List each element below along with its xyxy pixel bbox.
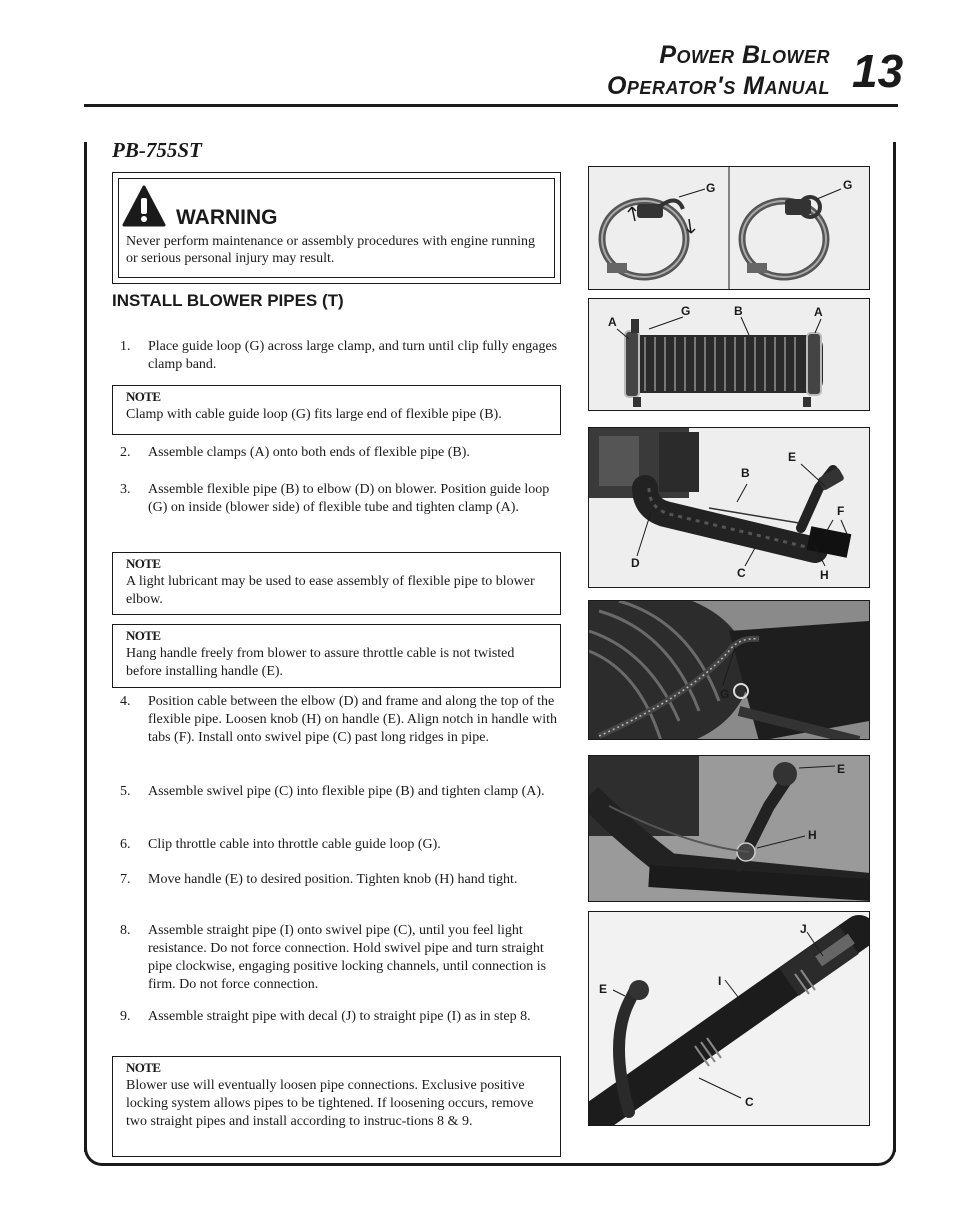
note-heading: NOTE bbox=[126, 556, 161, 571]
label-c: C bbox=[745, 1095, 754, 1109]
label-j: J bbox=[800, 922, 807, 936]
step-number: 7. bbox=[120, 872, 131, 887]
figure-flexible-pipe bbox=[588, 298, 870, 411]
step-text: Assemble clamps (A) onto both ends of flexible pipe (B). bbox=[148, 445, 470, 460]
label-a: A bbox=[608, 315, 617, 329]
step-3 bbox=[120, 481, 562, 517]
label-f: F bbox=[837, 504, 845, 518]
step-text: Assemble swivel pipe (C) into flexible pipe (B) and tighten clamp (A). bbox=[148, 784, 545, 799]
step-number: 3. bbox=[120, 482, 131, 497]
step-number: 6. bbox=[120, 837, 131, 852]
step-text: Assemble flexible pipe (B) to elbow (D) on blower. Position guide loop (G) on inside (blower side) of flexible tube and tighten clamp (A). bbox=[148, 482, 550, 515]
step-text: Assemble straight pipe with decal (J) to straight pipe (I) as in step 8. bbox=[148, 1009, 531, 1024]
step-number: 8. bbox=[120, 923, 131, 938]
label-e: E bbox=[837, 762, 846, 776]
step-text: Clip throttle cable into throttle cable guide loop (G). bbox=[148, 837, 441, 852]
label-g: G bbox=[706, 181, 716, 195]
frame-left-border bbox=[84, 142, 87, 1152]
page-number: 13 bbox=[852, 45, 904, 97]
handle-knob-illustration bbox=[589, 756, 870, 902]
figure-straight-pipes bbox=[588, 911, 870, 1126]
note-text: A light lubricant may be used to ease assembly of flexible pipe to blower elbow. bbox=[126, 574, 535, 607]
manual-title-line1: Power Blower bbox=[659, 41, 830, 69]
note-text: Hang handle freely from blower to assure throttle cable is not twisted before installing handle (E). bbox=[126, 646, 515, 679]
step-8 bbox=[120, 922, 562, 994]
step-1 bbox=[120, 338, 562, 374]
label-e: E bbox=[599, 982, 608, 996]
step-6 bbox=[120, 836, 562, 854]
manual-title bbox=[607, 40, 830, 102]
step-number: 5. bbox=[120, 784, 131, 799]
label-g: G bbox=[843, 178, 853, 192]
header-rule bbox=[84, 104, 898, 107]
manual-title-line2: Operator's Manual bbox=[606, 72, 830, 100]
note-heading: NOTE bbox=[126, 628, 161, 643]
label-e: E bbox=[788, 450, 797, 464]
cable-guide-illustration bbox=[589, 601, 870, 740]
figure-handle-knob bbox=[588, 755, 870, 902]
warning-title: WARNING bbox=[176, 206, 278, 229]
step-7 bbox=[120, 871, 562, 889]
figure-blower-assembly bbox=[588, 427, 870, 588]
step-2 bbox=[120, 444, 562, 462]
label-h: H bbox=[820, 568, 829, 582]
flexible-pipe-illustration bbox=[589, 299, 870, 411]
warning-triangle-icon bbox=[122, 185, 166, 227]
straight-pipes-illustration bbox=[589, 912, 870, 1126]
figure-cable-guide-loop bbox=[588, 600, 870, 740]
label-g: G bbox=[720, 687, 730, 701]
label-b: B bbox=[734, 304, 743, 318]
step-number: 1. bbox=[120, 339, 131, 354]
label-b: B bbox=[741, 466, 750, 480]
step-number: 9. bbox=[120, 1009, 131, 1024]
frame-right-border bbox=[893, 142, 896, 1152]
step-4 bbox=[120, 693, 562, 747]
section-title: INSTALL BLOWER PIPES (T) bbox=[112, 291, 344, 310]
step-number: 4. bbox=[120, 694, 131, 709]
label-g: G bbox=[681, 304, 691, 318]
note-box-1 bbox=[112, 385, 561, 435]
warning-text: Never perform maintenance or assembly procedures with engine running or serious personal injury may result. bbox=[126, 234, 535, 266]
note-text: Blower use will eventually loosen pipe connections. Exclusive positive locking system allows pipes to be tightened. If loosening occurs, remove two straight pipes and install according to instruc-tions 8 & 9. bbox=[126, 1078, 534, 1129]
step-5 bbox=[120, 783, 562, 801]
step-9 bbox=[120, 1008, 562, 1026]
note-heading: NOTE bbox=[126, 389, 161, 404]
label-d: D bbox=[631, 556, 640, 570]
label-a: A bbox=[814, 305, 823, 319]
note-box-4 bbox=[112, 1056, 561, 1157]
model-heading: PB-755ST bbox=[112, 138, 202, 162]
note-text: Clamp with cable guide loop (G) fits large end of flexible pipe (B). bbox=[126, 407, 502, 422]
step-text: Move handle (E) to desired position. Tighten knob (H) hand tight. bbox=[148, 872, 518, 887]
note-heading: NOTE bbox=[126, 1060, 161, 1075]
step-text: Position cable between the elbow (D) and frame and along the top of the flexible pipe. Loosen knob (H) on handle (E). Align notch in handle with tabs (F). Install onto swivel pipe (C) past long ridges in pipe. bbox=[148, 694, 558, 745]
step-text: Assemble straight pipe (I) onto swivel pipe (C), until you feel light resistance. Do not force connection. Hold swivel pipe and turn straight pipe clockwise, engaging positive locking channels, until connection is firm. Do not force connection. bbox=[148, 923, 547, 992]
label-i: I bbox=[718, 974, 722, 988]
note-box-2 bbox=[112, 552, 561, 615]
label-c: C bbox=[737, 566, 746, 580]
label-h: H bbox=[808, 828, 817, 842]
note-box-3 bbox=[112, 624, 561, 688]
clamp-illustration bbox=[589, 167, 870, 290]
step-number: 2. bbox=[120, 445, 131, 460]
step-text: Place guide loop (G) across large clamp, and turn until clip fully engages clamp band. bbox=[148, 339, 558, 372]
figure-clamp-guide-loop bbox=[588, 166, 870, 290]
